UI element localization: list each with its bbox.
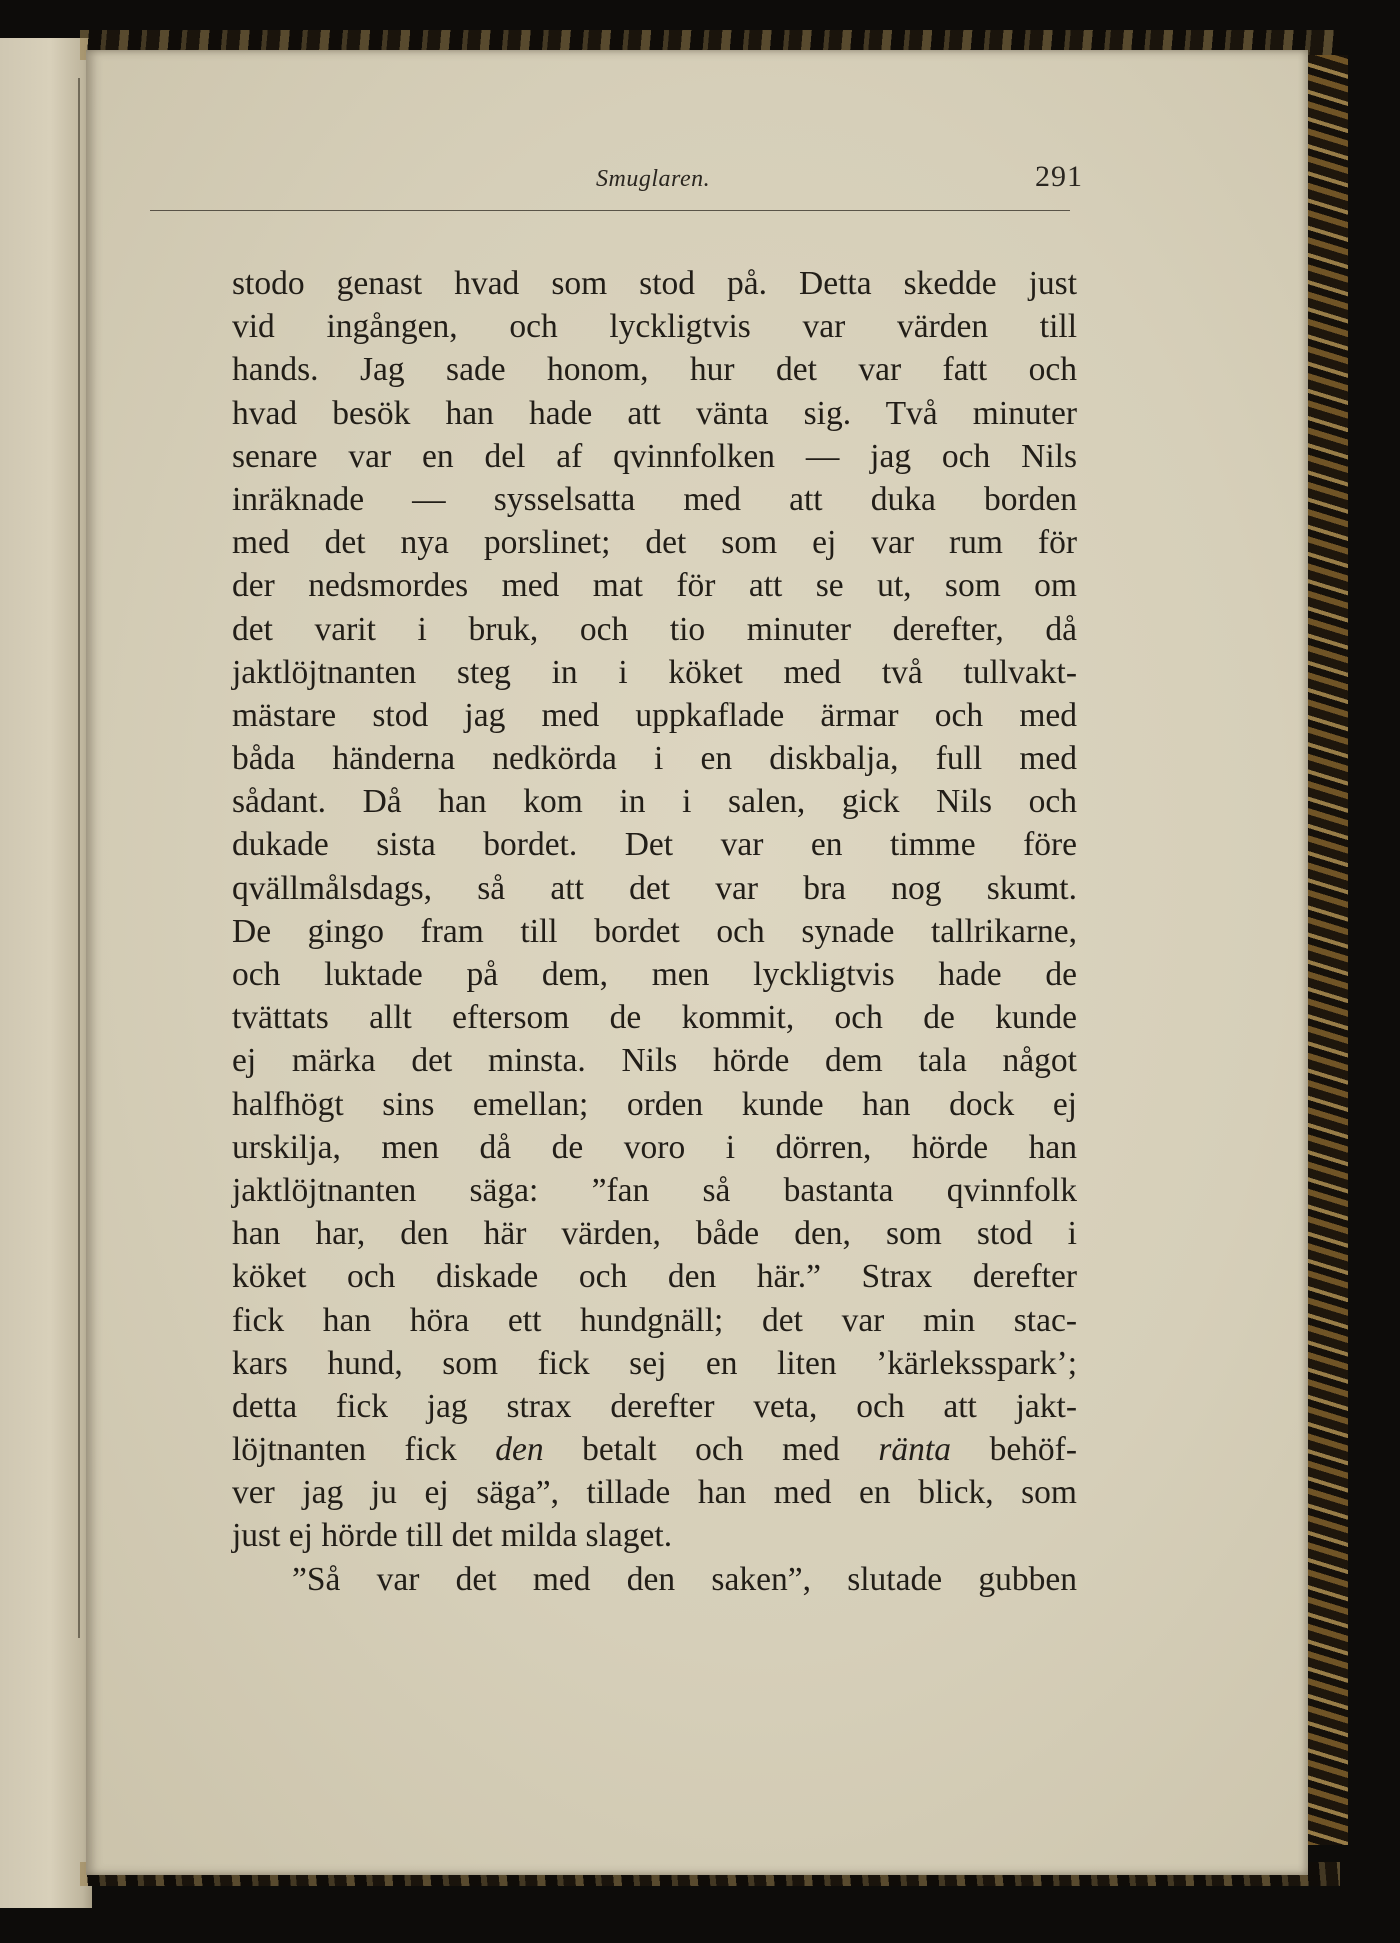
- text-line: inräknade — sysselsatta med att duka borden: [232, 480, 1077, 518]
- header-rule: [150, 210, 1070, 211]
- text-line: båda händerna nedkörda i en diskbalja, full med: [232, 740, 1077, 778]
- text-line: mästare stod jag med uppkaflade ärmar och med: [232, 696, 1077, 734]
- running-head: [150, 160, 1083, 208]
- text-run: betalt och med: [543, 1431, 879, 1469]
- text-line: vid ingången, och lyckligtvis var värden till: [232, 308, 1077, 346]
- text-line: qvällmålsdags, så att det var bra nog skumt.: [232, 869, 1077, 907]
- text-run: behöf-: [950, 1431, 1077, 1469]
- text-line: halfhögt sins emellan; orden kunde han dock ej: [232, 1085, 1077, 1123]
- italic-word: den: [495, 1431, 544, 1469]
- italic-word: ränta: [878, 1431, 951, 1469]
- text-line: hands. Jag sade honom, hur det var fatt och: [232, 351, 1077, 389]
- text-line: kars hund, som fick sej en liten ’kärleksspark’;: [232, 1344, 1077, 1382]
- text-line: med det nya porslinet; det som ej var rum för: [232, 524, 1077, 562]
- text-line: senare var en del af qvinnfolken — jag och Nils: [232, 437, 1077, 475]
- text-line: jaktlöjtnanten säga: ”fan så bastanta qvinnfolk: [232, 1171, 1077, 1209]
- text-line: ej märka det minsta. Nils hörde dem tala något: [232, 1042, 1077, 1080]
- text-line: hvad besök han hade att vänta sig. Två minuter: [232, 394, 1077, 432]
- text-line: tvättats allt eftersom de kommit, och de kunde: [232, 999, 1077, 1037]
- text-line-with-italics: [232, 1428, 1077, 1471]
- text-line: dukade sista bordet. Det var en timme före: [232, 826, 1077, 864]
- text-line: köket och diskade och den här.” Strax derefter: [232, 1258, 1077, 1296]
- text-line: urskilja, men då de voro i dörren, hörde han: [232, 1128, 1077, 1166]
- page-number: 291: [1035, 160, 1083, 193]
- body-text: [232, 262, 1077, 1601]
- gutter-line: [78, 78, 80, 1638]
- text-line: han har, den här värden, både den, som stod i: [232, 1215, 1077, 1253]
- text-line: och luktade på dem, men lyckligtvis hade de: [232, 956, 1077, 993]
- text-line: stodo genast hvad som stod på. Detta skedde just: [232, 265, 1077, 302]
- text-line: fick han höra ett hundgnäll; det var min stac-: [232, 1301, 1077, 1339]
- facing-page-edge: [0, 38, 92, 1908]
- text-run: löjtnanten fick: [232, 1431, 496, 1469]
- text-line: jaktlöjtnanten steg in i köket med två tullvakt-: [232, 653, 1077, 691]
- text-line: ver jag ju ej säga”, tillade han med en blick, som: [232, 1474, 1077, 1512]
- text-line: detta fick jag strax derefter veta, och att jakt-: [232, 1387, 1077, 1425]
- text-line: De gingo fram till bordet och synade tallrikarne,: [232, 912, 1077, 950]
- paragraph-start-line: ”Så var det med den saken”, slutade gubben: [292, 1560, 1077, 1598]
- running-title: Smuglaren.: [596, 166, 711, 192]
- text-line: sådant. Då han kom in i salen, gick Nils och: [232, 783, 1077, 821]
- paragraph-end-line: just ej hörde till det milda slaget.: [232, 1517, 673, 1555]
- text-line: der nedsmordes med mat för att se ut, som om: [232, 567, 1077, 605]
- text-line: det varit i bruk, och tio minuter derefter, då: [232, 610, 1077, 648]
